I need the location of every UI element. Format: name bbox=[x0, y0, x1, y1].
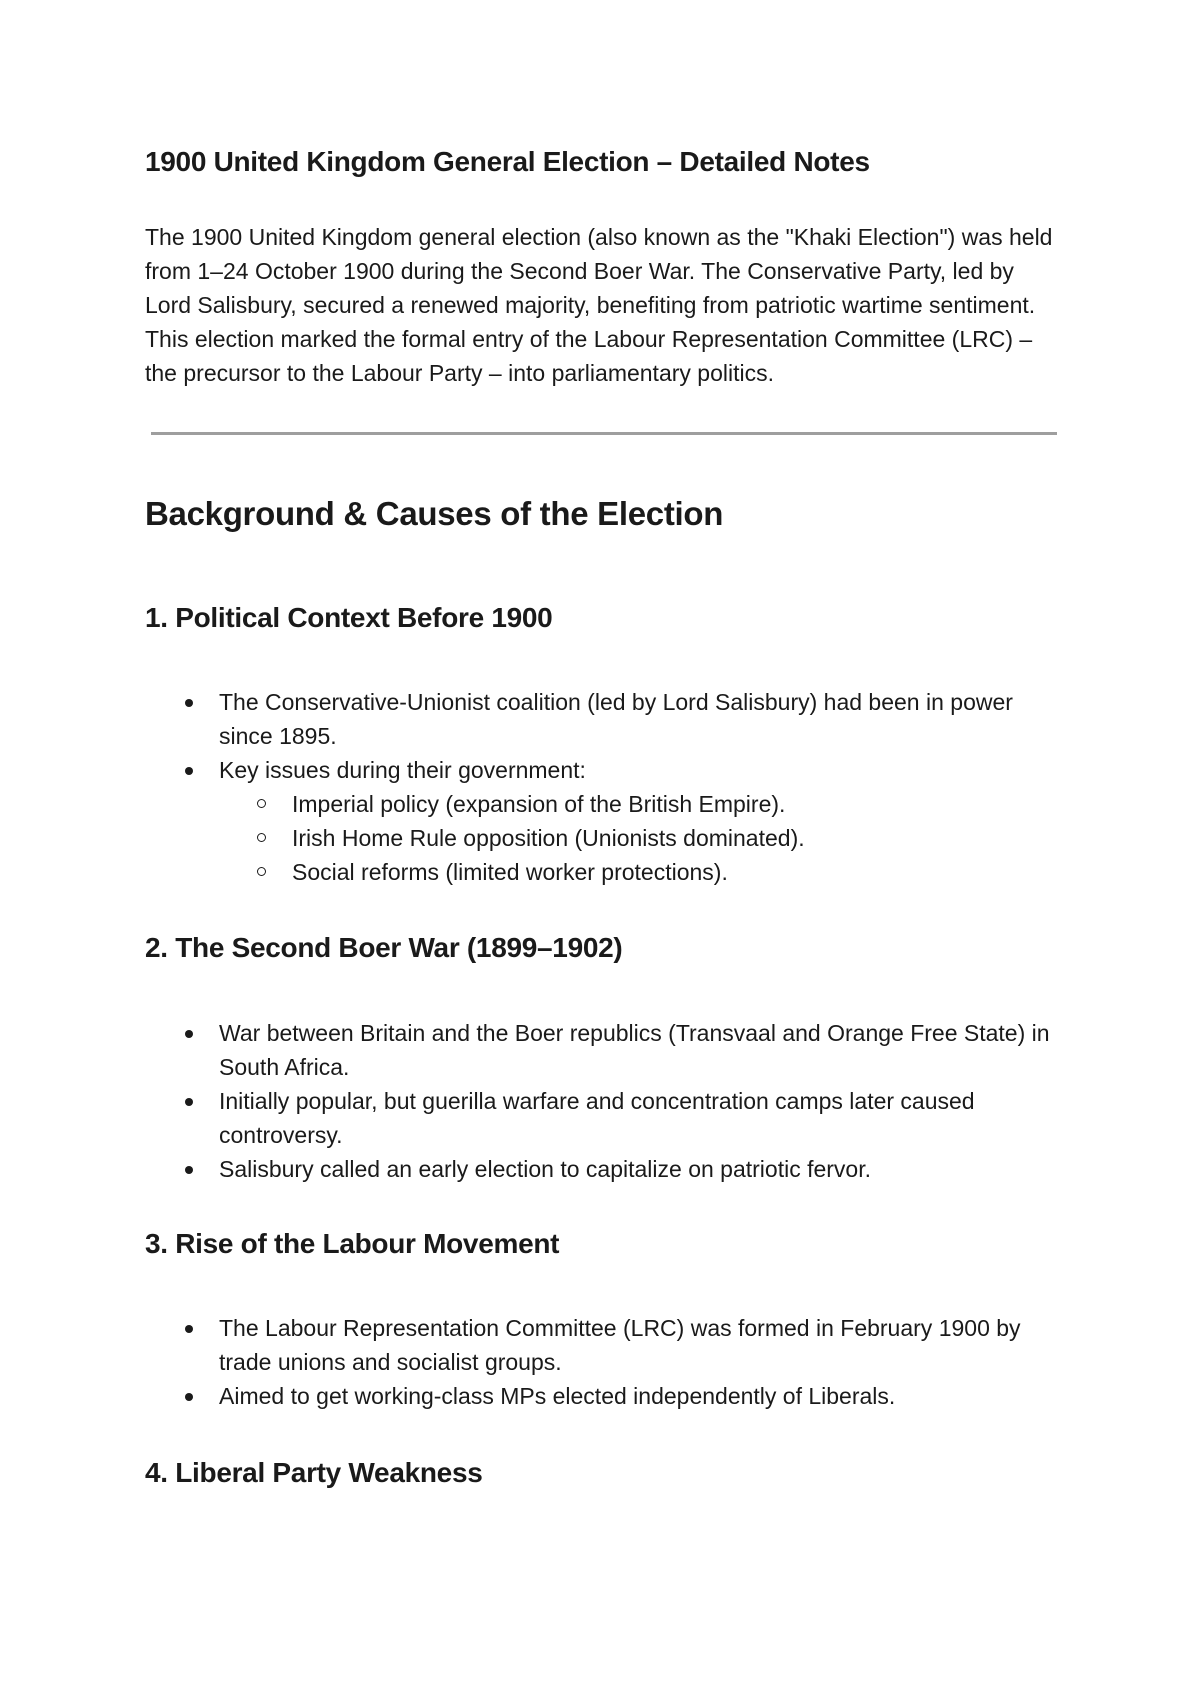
labour-movement-list bbox=[145, 1311, 1065, 1413]
list-item: Initially popular, but guerilla warfare and concentration camps later caused controversy. bbox=[145, 1084, 1065, 1152]
intro-paragraph: The 1900 United Kingdom general election (also known as the "Khaki Election") was held from 1–24 October 1900 during the Second Boer War. The Conservative Party, led by Lord Salisbury, secured a renewed majority, benefiting from patriotic wartime sentiment. This election marked the formal entry of the Labour Representation Committee (LRC) – the precursor to the Labour Party – into parliamentary politics. bbox=[145, 224, 1053, 386]
heading-second-boer-war: 2. The Second Boer War (1899–1902) bbox=[145, 932, 623, 963]
sub-list-item: Social reforms (limited worker protections). bbox=[219, 855, 1065, 889]
sub-list-item: Imperial policy (expansion of the British Empire). bbox=[219, 787, 1065, 821]
heading-labour-movement: 3. Rise of the Labour Movement bbox=[145, 1228, 560, 1259]
key-issues-sublist bbox=[219, 787, 1065, 889]
list-item: Salisbury called an early election to capitalize on patriotic fervor. bbox=[145, 1152, 1065, 1186]
political-context-list bbox=[145, 685, 1065, 889]
document-title: 1900 United Kingdom General Election – Detailed Notes bbox=[145, 146, 870, 177]
heading-liberal-weakness: 4. Liberal Party Weakness bbox=[145, 1457, 483, 1488]
list-item: War between Britain and the Boer republics (Transvaal and Orange Free State) in South Africa. bbox=[145, 1016, 1065, 1084]
list-item: Aimed to get working-class MPs elected independently of Liberals. bbox=[145, 1379, 1065, 1413]
heading-political-context: 1. Political Context Before 1900 bbox=[145, 602, 553, 633]
list-item: The Conservative-Unionist coalition (led by Lord Salisbury) had been in power since 1895. bbox=[145, 685, 1065, 753]
list-item: The Labour Representation Committee (LRC) was formed in February 1900 by trade unions and socialist groups. bbox=[145, 1311, 1065, 1379]
sub-list-item: Irish Home Rule opposition (Unionists dominated). bbox=[219, 821, 1065, 855]
list-item bbox=[145, 753, 1065, 889]
boer-war-list bbox=[145, 1016, 1065, 1186]
list-item-text: Key issues during their government: bbox=[219, 757, 586, 783]
section-title-background: Background & Causes of the Election bbox=[145, 495, 724, 532]
horizontal-divider bbox=[151, 432, 1057, 435]
